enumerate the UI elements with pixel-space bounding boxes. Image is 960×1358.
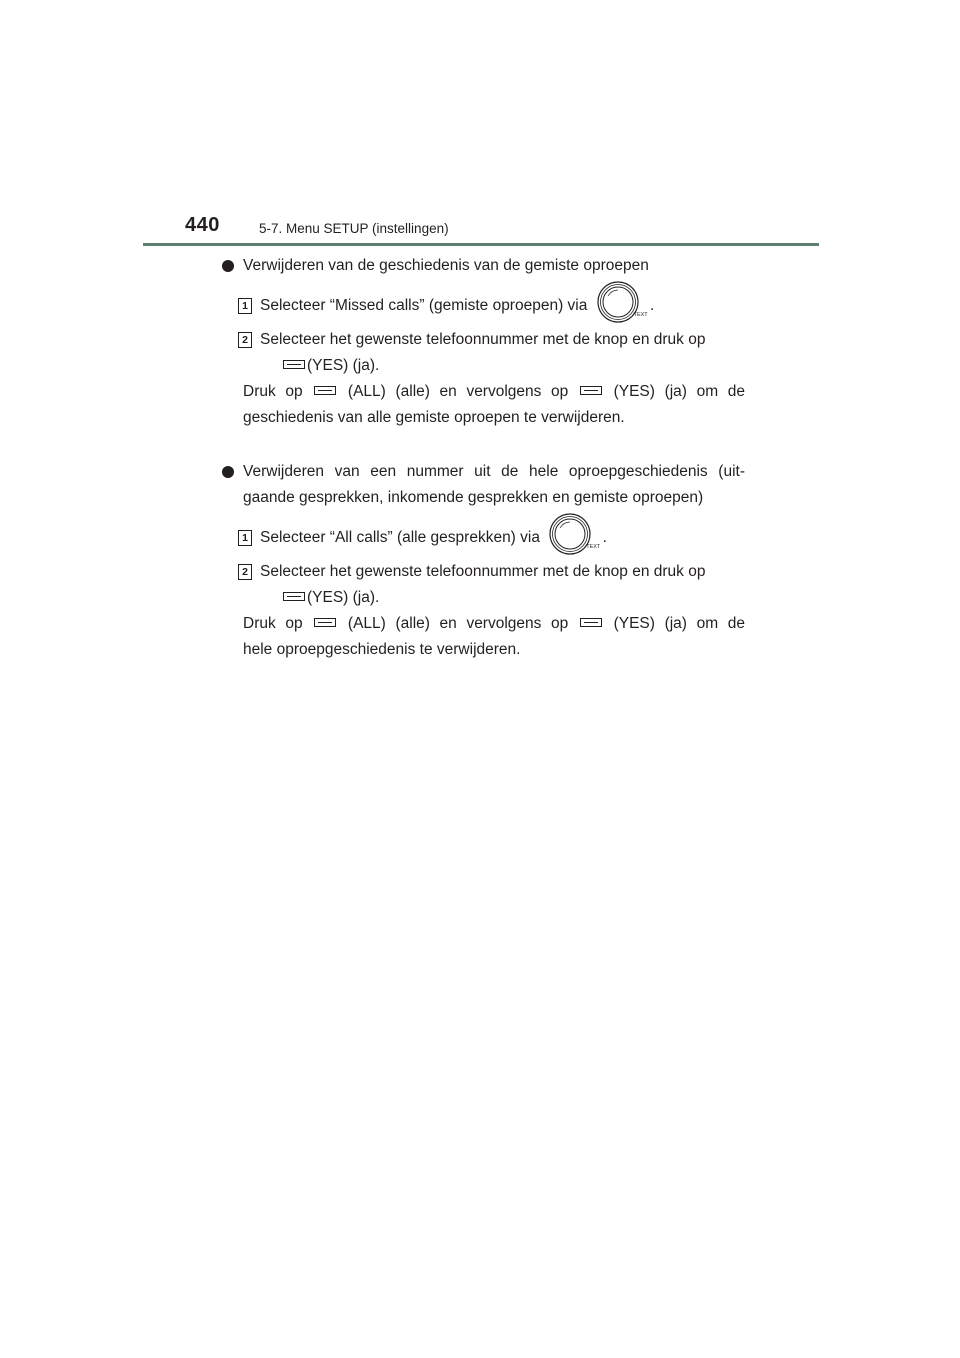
bullet-heading-text: Verwijderen van de geschiedenis van de gemiste oproepen xyxy=(243,257,649,274)
bullet-dot-icon xyxy=(222,466,234,478)
step-1-end: . xyxy=(602,529,607,546)
note-part3: (YES) (ja) om de xyxy=(613,615,746,632)
bullet-dot-icon xyxy=(222,260,234,272)
step-2 xyxy=(222,559,745,611)
step-number-2: 2 xyxy=(238,564,252,580)
step-2 xyxy=(222,327,745,379)
switch-key-icon xyxy=(314,386,336,395)
step-number-1: 1 xyxy=(238,530,252,546)
step-2-line1: Selecteer het gewenste telefoonnummer met de knop en druk op xyxy=(260,331,706,348)
tune-select-knob-icon xyxy=(548,512,601,558)
note-part1: Druk op xyxy=(243,615,303,632)
note-line1 xyxy=(243,611,745,637)
step-1-text: Selecteer “Missed calls” (gemiste oproepen) via xyxy=(260,297,588,314)
section-missed-calls xyxy=(222,253,745,431)
note-part1: Druk op xyxy=(243,383,303,400)
note xyxy=(222,611,745,663)
switch-key-icon xyxy=(580,618,602,627)
switch-key-icon xyxy=(283,592,305,601)
tune-select-knob-icon xyxy=(596,280,648,326)
note-part2: (ALL) (alle) en vervolgens op xyxy=(347,615,569,632)
switch-key-icon xyxy=(580,386,602,395)
step-1-end: . xyxy=(649,297,655,314)
knob-label: TEXT xyxy=(633,311,648,318)
step-1-text: Selecteer “All calls” (alle gesprekken) via xyxy=(260,529,540,546)
note-part3: (YES) (ja) om de xyxy=(613,383,746,400)
switch-key-icon xyxy=(314,618,336,627)
step-1 xyxy=(222,525,745,551)
page-number: 440 xyxy=(185,214,220,236)
note-part2: (ALL) (alle) en vervolgens op xyxy=(347,383,569,400)
note-line2: geschiedenis van alle gemiste oproepen te verwijderen. xyxy=(243,409,625,426)
knob-label: TEXT xyxy=(586,543,601,550)
step-number-1: 1 xyxy=(238,298,252,314)
note-line1 xyxy=(243,379,745,405)
bullet-heading-line2: gaande gesprekken, inkomende gesprekken en gemiste oproepen) xyxy=(243,489,704,506)
bullet-heading xyxy=(222,253,745,279)
step-2-line2-wrap xyxy=(260,585,745,611)
header-rule xyxy=(143,243,819,246)
step-2-line2-wrap xyxy=(260,353,745,379)
section-all-calls xyxy=(222,459,745,663)
bullet-heading-line1: Verwijderen van een nummer uit de hele oproepgeschiedenis (uit- xyxy=(243,463,745,480)
step-2-line1: Selecteer het gewenste telefoonnummer met de knop en druk op xyxy=(260,563,706,580)
note-line2: hele oproepgeschiedenis te verwijderen. xyxy=(243,641,521,658)
step-1 xyxy=(222,293,745,319)
step-2-line2: (YES) (ja). xyxy=(307,589,380,606)
step-number-2: 2 xyxy=(238,332,252,348)
bullet-heading xyxy=(222,459,745,511)
note xyxy=(222,379,745,431)
section-title: 5-7. Menu SETUP (instellingen) xyxy=(259,221,449,236)
switch-key-icon xyxy=(283,360,305,369)
step-2-line2: (YES) (ja). xyxy=(307,357,380,374)
